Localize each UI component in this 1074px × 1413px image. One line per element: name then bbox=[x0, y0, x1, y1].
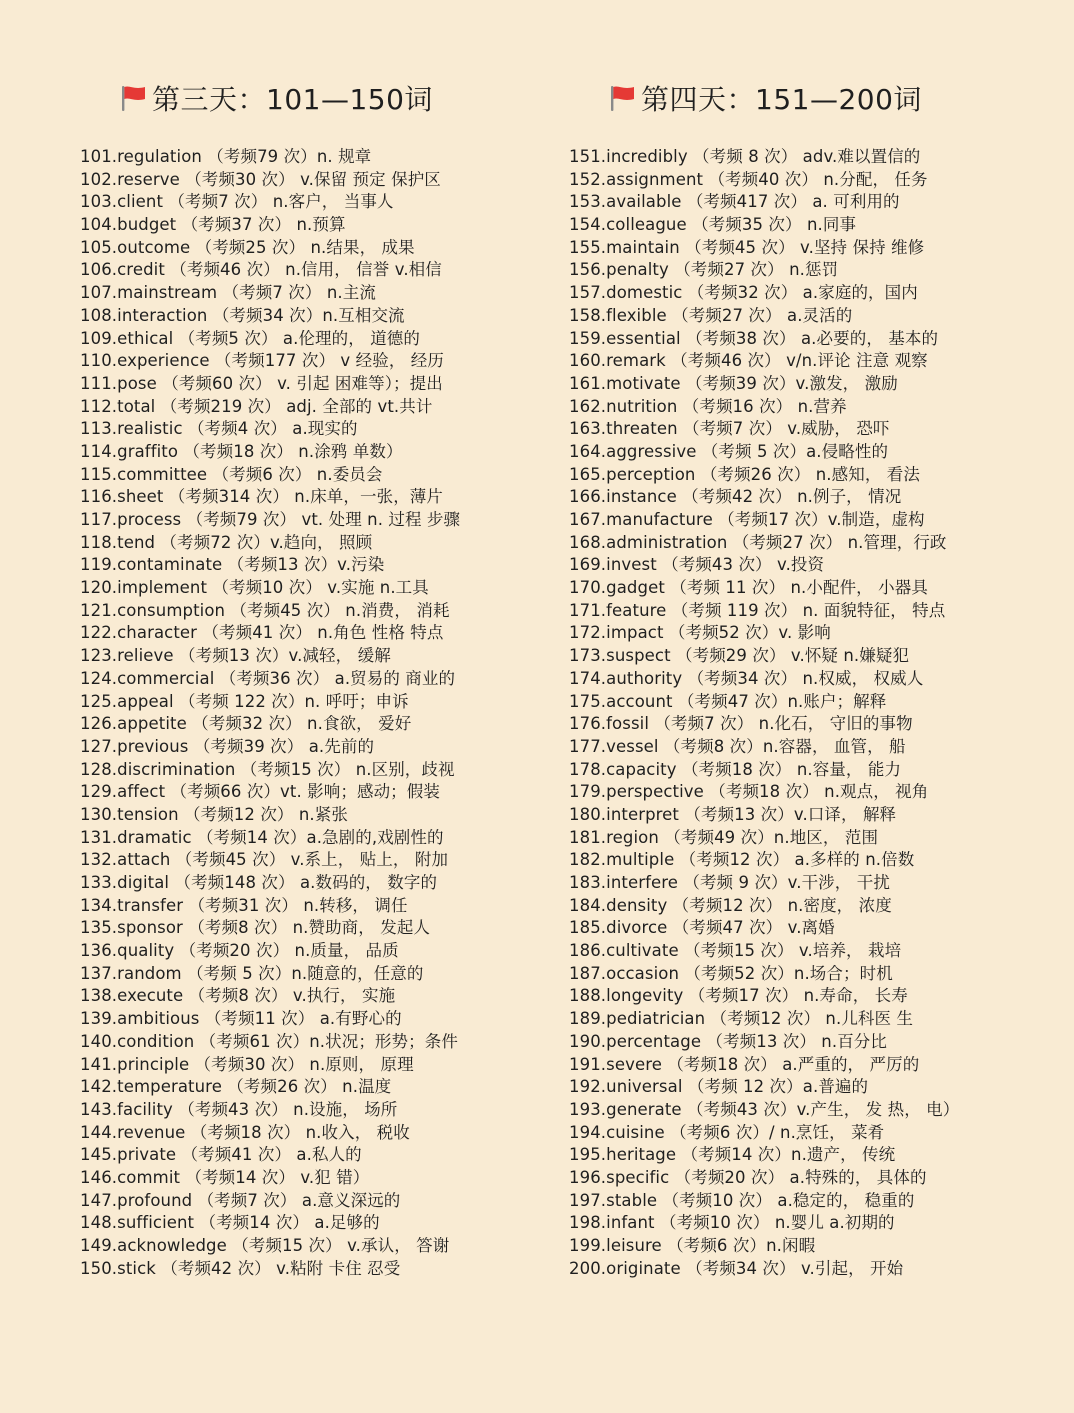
vocab-entry: 155.maintain （考频45 次） v.坚持 保持 维修 bbox=[569, 237, 925, 257]
vocab-entry: 197.stable （考频10 次） a.稳定的， 稳重的 bbox=[569, 1190, 915, 1210]
vocab-entry: 182.multiple （考频12 次） a.多样的 n.倍数 bbox=[569, 850, 915, 870]
vocab-entry: 139.ambitious （考频11 次） a.有野心的 bbox=[80, 1009, 402, 1029]
vocab-entry: 124.commercial （考频36 次） a.贸易的 商业的 bbox=[80, 668, 456, 688]
day-three-column bbox=[80, 78, 550, 1278]
vocab-entry: 110.experience （考频177 次） v 经验， 经历 bbox=[80, 351, 444, 371]
vocab-entry: 136.quality （考频20 次） n.质量， 品质 bbox=[80, 941, 399, 961]
vocab-entry: 125.appeal （考频 122 次）n. 呼吁；申诉 bbox=[80, 691, 409, 711]
vocab-entry: 148.sufficient （考频14 次） a.足够的 bbox=[80, 1213, 380, 1233]
vocab-entry: 158.flexible （考频27 次） a.灵活的 bbox=[569, 305, 853, 325]
vocab-entry: 132.attach （考频45 次） v.系上， 贴上， 附加 bbox=[80, 850, 449, 870]
vocab-entry: 103.client （考频7 次） n.客户， 当事人 bbox=[80, 192, 394, 212]
vocab-entry: 163.threaten （考频7 次） v.威胁， 恐吓 bbox=[569, 419, 890, 439]
vocab-entry: 161.motivate （考频39 次）v.激发， 激励 bbox=[569, 373, 898, 393]
vocab-entry: 114.graffito （考频18 次） n.涂鸦 单数） bbox=[80, 441, 403, 461]
vocab-entry: 131.dramatic （考频14 次）a.急剧的,戏剧性的 bbox=[80, 827, 444, 847]
vocab-entry: 164.aggressive （考频 5 次）a.侵略性的 bbox=[569, 441, 889, 461]
vocab-entry: 199.leisure （考频6 次）n.闲暇 bbox=[569, 1236, 816, 1255]
vocab-entry: 173.suspect （考频29 次） v.怀疑 n.嫌疑犯 bbox=[569, 646, 910, 666]
vocab-entry: 123.relieve （考频13 次）v.减轻， 缓解 bbox=[80, 646, 391, 666]
vocab-entry: 126.appetite （考频32 次） n.食欲， 爱好 bbox=[80, 714, 412, 734]
vocab-entry: 142.temperature （考频26 次） n.温度 bbox=[80, 1077, 392, 1097]
vocab-entry: 150.stick （考频42 次） v.粘附 卡住 忍受 bbox=[80, 1258, 401, 1278]
vocab-entry: 176.fossil （考频7 次） n.化石， 守旧的事物 bbox=[569, 714, 913, 734]
vocab-entry: 109.ethical （考频5 次） a.伦理的， 道德的 bbox=[80, 328, 421, 348]
vocab-entry: 129.affect （考频66 次）vt. 影响；感动；假装 bbox=[80, 782, 440, 802]
vocab-entry: 116.sheet （考频314 次） n.床单，一张，薄片 bbox=[80, 487, 443, 507]
vocab-entry: 146.commit （考频14 次） v.犯 错） bbox=[80, 1167, 370, 1187]
vocab-entry: 178.capacity （考频18 次） n.容量， 能力 bbox=[569, 759, 902, 779]
vocab-entry: 183.interfere （考频 9 次）v.干涉， 干扰 bbox=[569, 873, 890, 892]
vocab-entry: 113.realistic （考频4 次） a.现实的 bbox=[80, 419, 358, 439]
vocab-entry: 154.colleague （考频35 次） n.同事 bbox=[569, 215, 857, 235]
vocab-entry: 168.administration （考频27 次） n.管理，行政 bbox=[569, 532, 947, 552]
day-three-word-list bbox=[80, 146, 460, 1280]
vocab-entry: 127.previous （考频39 次） a.先前的 bbox=[80, 736, 375, 756]
vocab-entry: 140.condition （考频61 次）n.状况；形势；条件 bbox=[80, 1031, 458, 1051]
vocab-entry: 185.divorce （考频47 次） v.离婚 bbox=[569, 918, 835, 938]
day-four-heading bbox=[607, 78, 1069, 118]
vocab-entry: 143.facility （考频43 次） n.设施， 场所 bbox=[80, 1099, 398, 1119]
vocab-entry: 117.process （考频79 次） vt. 处理 n. 过程 步骤 bbox=[80, 510, 461, 529]
vocab-entry: 144.revenue （考频18 次） n.收入， 税收 bbox=[80, 1122, 410, 1142]
vocab-entry: 102.reserve （考频30 次） v.保留 预定 保护区 bbox=[80, 169, 441, 189]
vocab-entry: 166.instance （考频42 次） n.例子， 情况 bbox=[569, 487, 902, 507]
vocab-entry: 196.specific （考频20 次） a.特殊的， 具体的 bbox=[569, 1167, 927, 1187]
vocab-entry: 141.principle （考频30 次） n.原则， 原理 bbox=[80, 1054, 414, 1074]
vocab-entry: 151.incredibly （考频 8 次） adv.难以置信的 bbox=[569, 147, 921, 166]
vocab-entry: 147.profound （考频7 次） a.意义深远的 bbox=[80, 1190, 401, 1210]
vocab-entry: 171.feature （考频 119 次） n. 面貌特征， 特点 bbox=[569, 600, 946, 620]
vocab-entry: 156.penalty （考频27 次） n.惩罚 bbox=[569, 260, 839, 280]
vocab-entry: 111.pose （考频60 次） v. 引起 困难等）；提出 bbox=[80, 373, 443, 393]
vocab-entry: 121.consumption （考频45 次） n.消费， 消耗 bbox=[80, 600, 450, 620]
vocab-entry: 149.acknowledge （考频15 次） v.承认， 答谢 bbox=[80, 1236, 450, 1255]
vocab-entry: 165.perception （考频26 次） n.感知， 看法 bbox=[569, 464, 920, 484]
red-flag-icon bbox=[118, 83, 148, 113]
vocab-entry: 157.domestic （考频32 次） a.家庭的，国内 bbox=[569, 283, 918, 303]
vocab-entry: 174.authority （考频34 次） n.权威， 权威人 bbox=[569, 668, 924, 688]
vocab-entry: 128.discrimination （考频15 次） n.区别，歧视 bbox=[80, 759, 455, 779]
vocab-entry: 193.generate （考频43 次）v.产生， 发 热， 电） bbox=[569, 1099, 960, 1119]
vocab-entry: 101.regulation （考频79 次）n. 规章 bbox=[80, 147, 372, 166]
vocab-entry: 200.originate （考频34 次） v.引起， 开始 bbox=[569, 1258, 904, 1278]
vocab-entry: 133.digital （考频148 次） a.数码的， 数字的 bbox=[80, 873, 438, 892]
vocab-entry: 153.available （考频417 次） a. 可利用的 bbox=[569, 192, 900, 212]
vocab-entry: 189.pediatrician （考频12 次） n.儿科医 生 bbox=[569, 1009, 914, 1029]
vocab-entry: 120.implement （考频10 次） v.实施 n.工具 bbox=[80, 578, 429, 598]
vocab-entry: 145.private （考频41 次） a.私人的 bbox=[80, 1145, 362, 1165]
vocab-entry: 104.budget （考频37 次） n.预算 bbox=[80, 215, 346, 235]
vocab-entry: 180.interpret （考频13 次）v.口译， 解释 bbox=[569, 804, 897, 824]
vocab-entry: 179.perspective （考频18 次） n.观点， 视角 bbox=[569, 782, 929, 802]
vocab-entry: 172.impact （考频52 次）v. 影响 bbox=[569, 623, 831, 643]
vocab-entry: 112.total （考频219 次） adj. 全部的 vt.共计 bbox=[80, 396, 433, 416]
vocab-entry: 130.tension （考频12 次） n.紧张 bbox=[80, 804, 348, 824]
vocab-entry: 194.cuisine （考频6 次）/ n.烹饪， 菜肴 bbox=[569, 1122, 885, 1142]
vocab-entry: 152.assignment （考频40 次） n.分配， 任务 bbox=[569, 169, 928, 189]
vocab-entry: 108.interaction （考频34 次）n.互相交流 bbox=[80, 305, 405, 325]
vocab-entry: 122.character （考频41 次） n.角色 性格 特点 bbox=[80, 623, 444, 643]
day-three-title: 第三天：101—150词 bbox=[152, 83, 433, 116]
vocab-entry: 184.density （考频12 次） n.密度， 浓度 bbox=[569, 895, 892, 915]
vocab-entry: 159.essential （考频38 次） a.必要的， 基本的 bbox=[569, 328, 939, 348]
vocab-entry: 190.percentage （考频13 次） n.百分比 bbox=[569, 1031, 888, 1051]
day-three-heading bbox=[118, 78, 550, 118]
vocab-entry: 138.execute （考频8 次） v.执行， 实施 bbox=[80, 986, 396, 1006]
vocab-entry: 186.cultivate （考频15 次） v.培养， 栽培 bbox=[569, 941, 902, 961]
day-four-column bbox=[569, 78, 1069, 1278]
red-flag-icon bbox=[607, 83, 637, 113]
vocab-entry: 181.region （考频49 次）n.地区， 范围 bbox=[569, 827, 879, 847]
vocab-entry: 187.occasion （考频52 次）n.场合；时机 bbox=[569, 963, 893, 983]
vocab-entry: 160.remark （考频46 次） v/n.评论 注意 观察 bbox=[569, 351, 928, 371]
vocab-entry: 162.nutrition （考频16 次） n.营养 bbox=[569, 396, 847, 416]
vocab-entry: 188.longevity （考频17 次） n.寿命， 长寿 bbox=[569, 986, 908, 1006]
vocab-entry: 198.infant （考频10 次） n.婴儿 a.初期的 bbox=[569, 1213, 895, 1233]
vocab-entry: 169.invest （考频43 次） v.投资 bbox=[569, 555, 825, 575]
vocab-entry: 137.random （考频 5 次）n.随意的，任意的 bbox=[80, 963, 424, 983]
vocab-entry: 177.vessel （考频8 次）n.容器， 血管， 船 bbox=[569, 736, 906, 756]
day-four-title: 第四天：151—200词 bbox=[641, 83, 922, 116]
vocab-entry: 192.universal （考频 12 次）a.普遍的 bbox=[569, 1077, 869, 1097]
vocab-entry: 135.sponsor （考频8 次） n.赞助商， 发起人 bbox=[80, 918, 431, 938]
vocab-entry: 195.heritage （考频14 次）n.遗产， 传统 bbox=[569, 1145, 896, 1165]
vocab-entry: 134.transfer （考频31 次） n.转移， 调任 bbox=[80, 895, 408, 915]
vocab-entry: 115.committee （考频6 次） n.委员会 bbox=[80, 464, 383, 484]
vocab-entry: 167.manufacture （考频17 次）v.制造，虚构 bbox=[569, 510, 925, 529]
vocab-entry: 175.account （考频47 次）n.账户；解释 bbox=[569, 691, 887, 711]
vocab-entry: 191.severe （考频18 次） a.严重的， 严厉的 bbox=[569, 1054, 920, 1074]
vocab-entry: 106.credit （考频46 次） n.信用， 信誉 v.相信 bbox=[80, 260, 442, 280]
vocab-entry: 119.contaminate （考频13 次）v.污染 bbox=[80, 555, 385, 575]
vocab-entry: 118.tend （考频72 次）v.趋向， 照顾 bbox=[80, 532, 373, 552]
vocab-entry: 107.mainstream （考频7 次） n.主流 bbox=[80, 283, 376, 303]
vocab-entry: 105.outcome （考频25 次） n.结果， 成果 bbox=[80, 237, 415, 257]
vocab-entry: 170.gadget （考频 11 次） n.小配件， 小器具 bbox=[569, 578, 928, 598]
day-four-word-list bbox=[569, 146, 959, 1280]
